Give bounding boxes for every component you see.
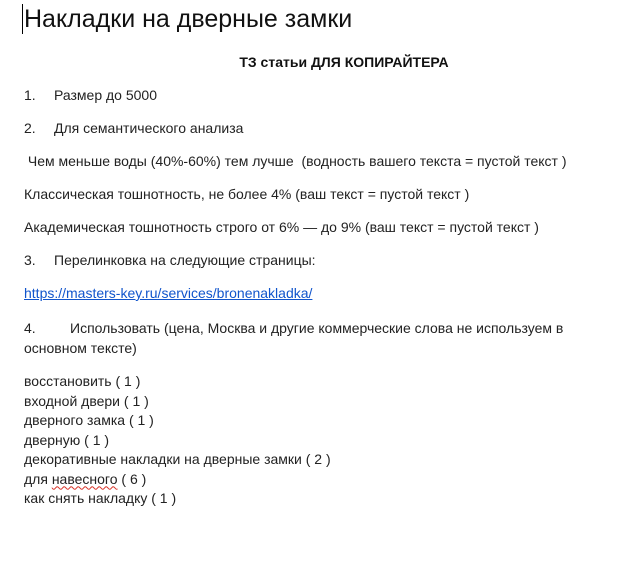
- keyword-item: восстановить ( 1 ): [24, 373, 141, 389]
- list-item-text: Использовать (цена, Москва и другие коммерческие слова не используем в основном тексте): [24, 320, 564, 356]
- academic-nausea-line: Академическая тошнотность строго от 6% — до 9% (ваш текст = пустой текст ): [24, 219, 539, 235]
- keyword-prefix: для: [24, 470, 52, 487]
- title-row: [22, 2, 352, 36]
- keyword-item: [24, 470, 331, 490]
- keyword-item: дверную ( 1 ): [24, 431, 110, 448]
- list-item-2: [24, 120, 243, 136]
- text-cursor: [22, 4, 23, 34]
- link-line: [24, 285, 312, 301]
- list-item-4: [24, 318, 604, 358]
- water-content-line: Чем меньше воды (40%-60%) тем лучше (водность вашего текста = пустой текст ): [24, 153, 567, 169]
- interlink-url[interactable]: https://masters-key.ru/services/bronenakladka/: [24, 285, 313, 301]
- keyword-suffix: ( 6 ): [117, 470, 147, 487]
- keyword-list: [24, 372, 331, 509]
- keyword-item: как снять накладку ( 1 ): [24, 490, 177, 506]
- document-title[interactable]: Накладки на дверные замки: [24, 4, 353, 33]
- keyword-item: входной двери ( 1 ): [24, 392, 149, 409]
- misspelled-word[interactable]: навесного: [51, 470, 118, 487]
- list-item-3: [24, 252, 316, 268]
- keyword-item: декоративные накладки на дверные замки ( 2 ): [24, 451, 331, 467]
- list-number: 2.: [24, 120, 36, 136]
- list-item-text: Размер до 5000: [54, 87, 157, 103]
- list-item-text: Перелинковка на следующие страницы:: [54, 252, 316, 268]
- list-item-text: Для семантического анализа: [54, 120, 244, 136]
- list-number: 3.: [24, 252, 36, 268]
- list-number: 1.: [24, 87, 36, 103]
- keyword-item: дверного замка ( 1 ): [24, 412, 154, 428]
- list-item-1: [24, 87, 157, 103]
- document-subtitle: ТЗ статьи ДЛЯ КОПИРАЙТЕРА: [239, 54, 449, 70]
- list-number: 4.: [24, 320, 36, 336]
- classic-nausea-line: Классическая тошнотность, не более 4% (ваш текст = пустой текст ): [24, 186, 470, 202]
